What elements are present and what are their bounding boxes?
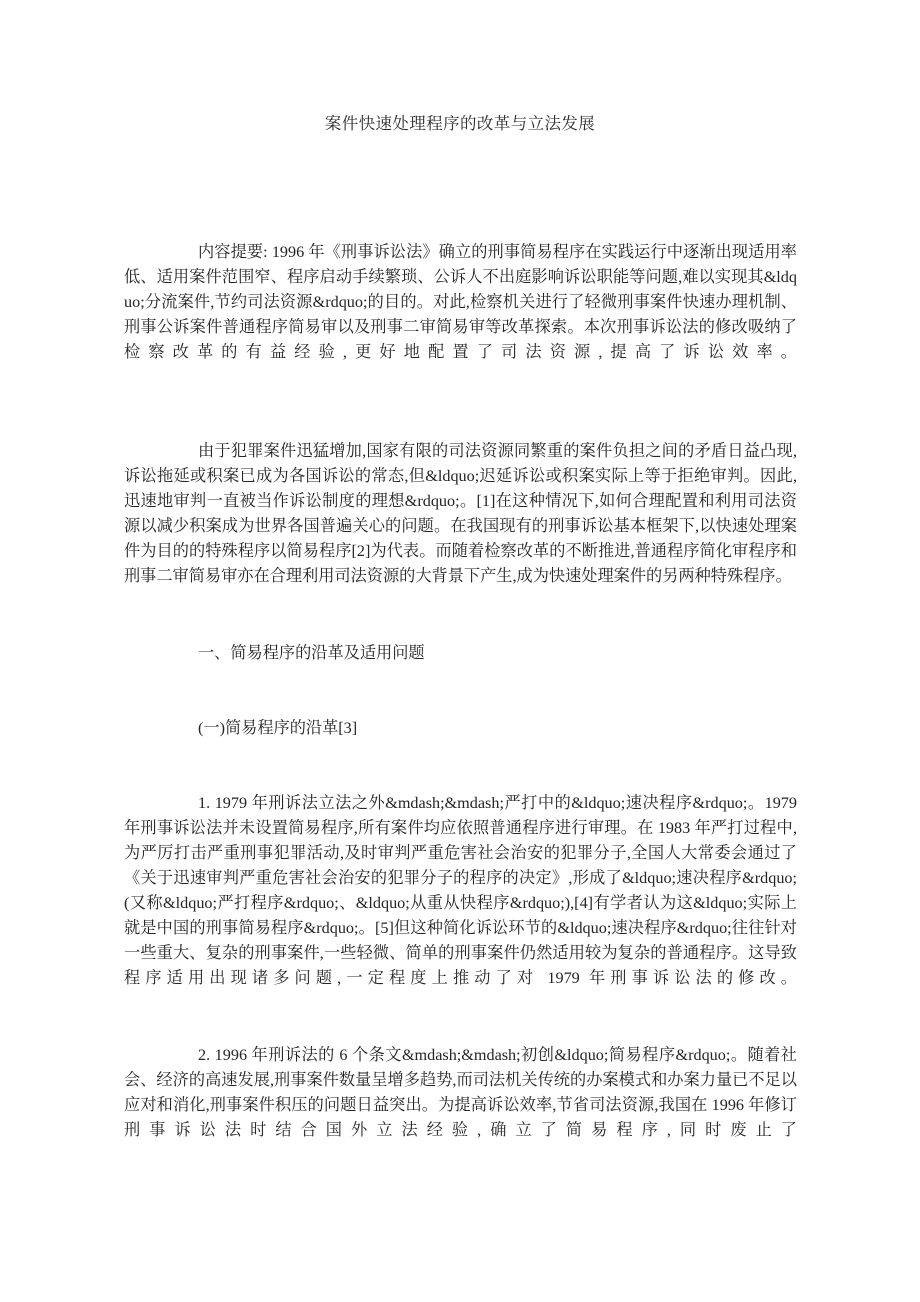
section-heading-1: 一、简易程序的沿革及适用问题 [198, 644, 425, 662]
section-subheading-1-1: (一)简易程序的沿革[3] [198, 719, 358, 737]
introduction-paragraph: 由于犯罪案件迅猛增加,国家有限的司法资源同繁重的案件负担之间的矛盾日益凸现,诉讼拖延或积案已成为各国诉讼的常态,但&ldquo;迟延诉讼或积案实际上等于拒绝审判。因此,迅速地审判一直被当作诉讼制度的理想&rdquo;。[1]在这种情况下,如何合理配置和利用司法资源以减少积案成为世界各国普遍关心的问题。在我国现有的刑事诉讼基本框架下,以快速处理案件为目的的特殊程序以简易程序[2]为代表。而随着检察改革的不断推进,普通程序简化审程序和刑事二审简易审亦在合理利用司法资源的大背景下产生,成为快速处理案件的另两种特殊程序。 [124, 442, 797, 585]
section-paragraph-1996: 2. 1996 年刑诉法的 6 个条文&mdash;&mdash;初创&ldquo;简易程序&rdquo;。随着社会、经济的高速发展,刑事案件数量呈增多趋势,而司法机关传统的办案模式和办案力量已不足以应对和消化,刑事案件积压的问题日益突出。为提高诉讼效率,节省司法资源,我国在 1996 年修订刑事诉讼法时结合国外立法经验,确立了简易程序,同时废止了 [124, 1046, 797, 1139]
spacer-after-heading-1 [124, 666, 797, 716]
spacer-between-paragraphs [124, 991, 797, 1043]
section-paragraph-1979: 1. 1979 年刑诉法立法之外&mdash;&mdash;严打中的&ldquo;速决程序&rdquo;。1979 年刑事诉讼法并未设置简易程序,所有案件均应依照普通程序进行审理。在 1983 年严打过程中,为严厉打击严重刑事犯罪活动,及时审判严重危害社会治安的犯罪分子,全国人大常委会通过了《关于迅速审判严重危害社会治安的犯罪分子的程序的决定》,形成了&ldquo;速决程序&rdquo;(又称&ldquo;严打程序&rdquo;、&ldquo;从重从快程序&rdquo;),[4]有学者认为这&ldquo;实际上就是中国的刑事简易程序&rdquo;。[5]但这种简化诉讼环节的&ldquo;速决程序&rdquo;往往针对一些重大、复杂的刑事案件,一些轻微、简单的刑事案件仍然适用较为复杂的普通程序。这导致程序适用出现诸多问题,一定程度上推动了对 1979 年刑事诉讼法的修改。 [124, 794, 797, 987]
document-body [124, 240, 797, 1143]
abstract-paragraph: 内容提要: 1996 年《刑事诉讼法》确立的刑事简易程序在实践运行中逐渐出现适用率低、适用案件范围窄、程序启动手续繁琐、公诉人不出庭影响诉讼职能等问题,难以实现其&ldquo;分流案件,节约司法资源&rdquo;的目的。对此,检察机关进行了轻微刑事案件快速办理机制、刑事公诉案件普通程序简易审以及刑事二审简易审等改革探索。本次刑事诉讼法的修改吸纳了检察改革的有益经验,更好地配置了司法资源,提高了诉讼效率。 [124, 243, 797, 361]
spacer-after-abstract [124, 365, 797, 439]
spacer-after-intro [124, 589, 797, 641]
spacer-after-subheading [124, 741, 797, 791]
page-title: 案件快速处理程序的改革与立法发展 [324, 114, 596, 133]
